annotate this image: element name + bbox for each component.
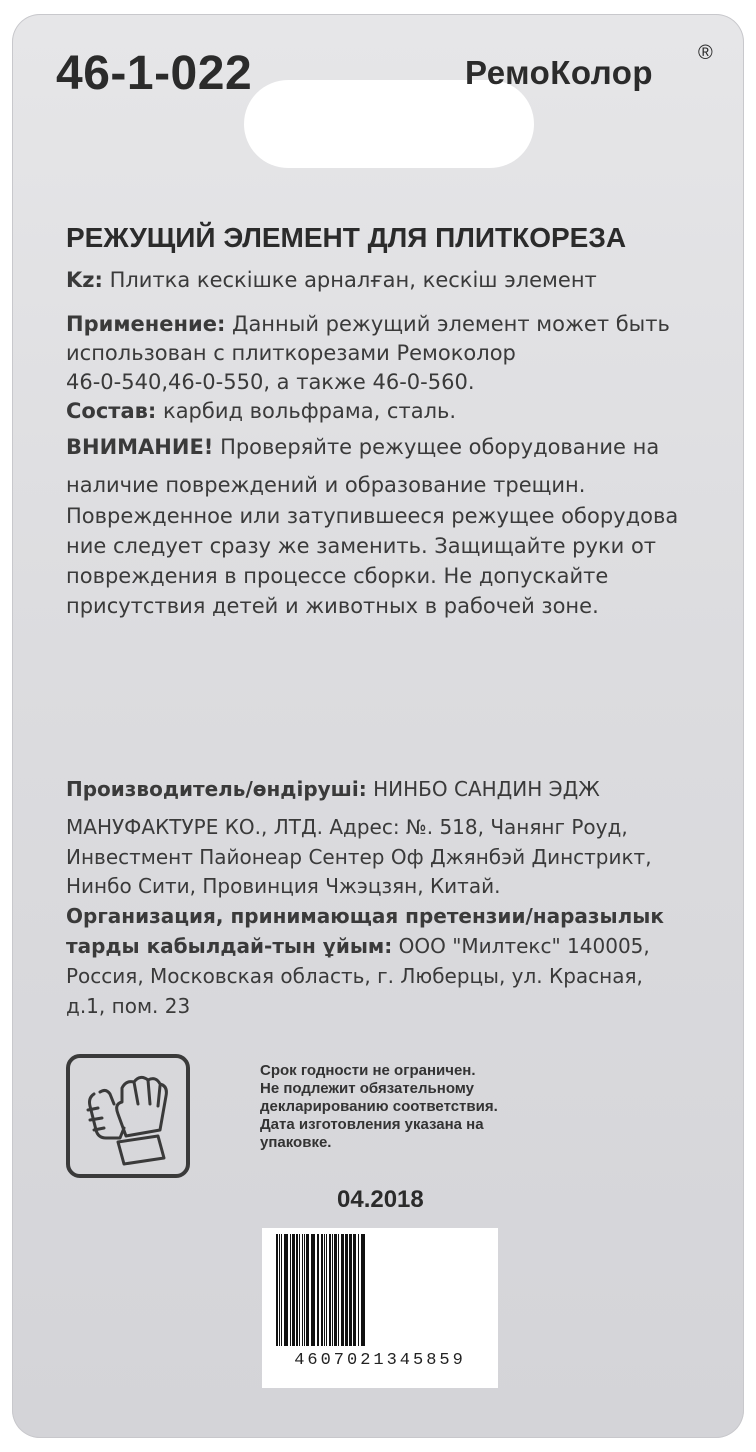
note-line-1: Срок годности не ограничен. [260, 1062, 476, 1079]
gloves-svg [70, 1058, 186, 1174]
barcode-bar [306, 1234, 309, 1346]
warning-line-5: повреждения в процессе сборки. Не допускайте [66, 564, 609, 588]
barcode-bar [341, 1234, 344, 1346]
barcode-bar [281, 1234, 282, 1346]
barcode-bar [361, 1234, 365, 1346]
warning-line-3: Поврежденное или затупившееся режущее оборудова [66, 504, 679, 528]
usage-text-1: Данный режущий элемент может быть [225, 312, 670, 336]
barcode-bar [284, 1234, 288, 1346]
note-line-5: упаковке. [260, 1134, 332, 1151]
barcode-bar [292, 1234, 295, 1346]
warning-line-6: присутствия детей и животных в рабочей зоне. [66, 594, 599, 618]
claims-org-line [66, 933, 650, 959]
claims-address-line-2: д.1, пом. 23 [66, 994, 191, 1018]
usage-line-1 [66, 311, 670, 337]
manufacturer-line-4: Нинбо Сити, Провинция Чжэцзян, Китай. [66, 874, 501, 898]
registered-mark: ® [698, 42, 713, 64]
barcode-bar [353, 1234, 356, 1346]
barcode-bar [329, 1234, 331, 1346]
barcode-bar [279, 1234, 280, 1346]
production-date: 04.2018 [337, 1186, 424, 1213]
warning-text-1: Проверяйте режущее оборудование на [213, 435, 660, 459]
barcode-bar [332, 1234, 333, 1346]
barcode-bar [317, 1234, 319, 1346]
claims-address-line-1: Россия, Московская область, г. Люберцы, ул. Красная, [66, 964, 643, 988]
brand-logo: РемоКолор [465, 54, 654, 91]
warning-line-4: ние следует сразу же заменить. Защищайте руки от [66, 534, 657, 558]
composition-label: Состав: [66, 399, 157, 423]
composition-text: карбид вольфрама, сталь. [156, 399, 457, 423]
manufacturer-label: Производитель/өндіруші: [66, 777, 367, 801]
claims-org-name: ООО "Милтекс" 140005, [392, 934, 650, 958]
barcode-bar [334, 1234, 337, 1346]
manufacturer-line-2: МАНУФАКТУРЕ КО., ЛТД. Адрес: №. 518, Чанянг Роуд, [66, 815, 628, 839]
manufacturer-name: НИНБО САНДИН ЭДЖ [366, 777, 600, 801]
barcode-bar [302, 1234, 303, 1346]
barcode-number: 4607021345859 [262, 1351, 498, 1370]
barcode-bar [349, 1234, 352, 1346]
manufacturer-line-3: Инвестмент Пайонеар Сентер Оф Джянбэй Динстрикт, [66, 845, 652, 869]
note-line-2: Не подлежит обязательному [260, 1080, 475, 1097]
kz-line [66, 267, 597, 293]
usage-label: Применение: [66, 312, 226, 336]
claims-org-label: Организация, принимающая претензии/наразылык [66, 904, 664, 928]
usage-line-2: использован с плиткорезами Ремоколор [66, 341, 516, 365]
kz-text: Плитка кескішке арналған, кескіш элемент [102, 268, 597, 292]
barcode-bar [321, 1234, 323, 1346]
barcode-bar [290, 1234, 291, 1346]
warning-label: ВНИМАНИЕ! [66, 435, 214, 459]
kz-label: Kz: [66, 268, 103, 292]
barcode-bar [299, 1234, 300, 1346]
warning-line-1 [66, 434, 659, 460]
barcode-bar [338, 1234, 339, 1346]
barcode-bar [304, 1234, 305, 1346]
storage-notes [260, 1062, 498, 1152]
note-line-4: Дата изготовления указана на [260, 1116, 484, 1133]
usage-line-3: 46-0-540,46-0-550, а также 46-0-560. [66, 370, 475, 394]
article-code: 46-1-022 [56, 47, 253, 100]
barcode-bar [276, 1234, 278, 1346]
barcode-bar [311, 1234, 315, 1346]
note-line-3: декларированию соответствия. [260, 1098, 498, 1115]
hang-hole [244, 80, 534, 168]
protective-gloves-icon [66, 1054, 190, 1178]
claims-org-label-2: тарды кабылдай-тын ұйым: [66, 934, 393, 958]
warning-line-2: наличие повреждений и образование трещин. [66, 473, 586, 497]
barcode-bar [326, 1234, 327, 1346]
barcode-bar [296, 1234, 298, 1346]
barcode-bar [345, 1234, 348, 1346]
barcode-bar [324, 1234, 325, 1346]
product-title: РЕЖУЩИЙ ЭЛЕМЕНТ ДЛЯ ПЛИТКОРЕЗА [66, 222, 627, 253]
composition-line [66, 398, 456, 424]
barcode-bar [358, 1234, 359, 1346]
manufacturer-line-1 [66, 776, 600, 802]
